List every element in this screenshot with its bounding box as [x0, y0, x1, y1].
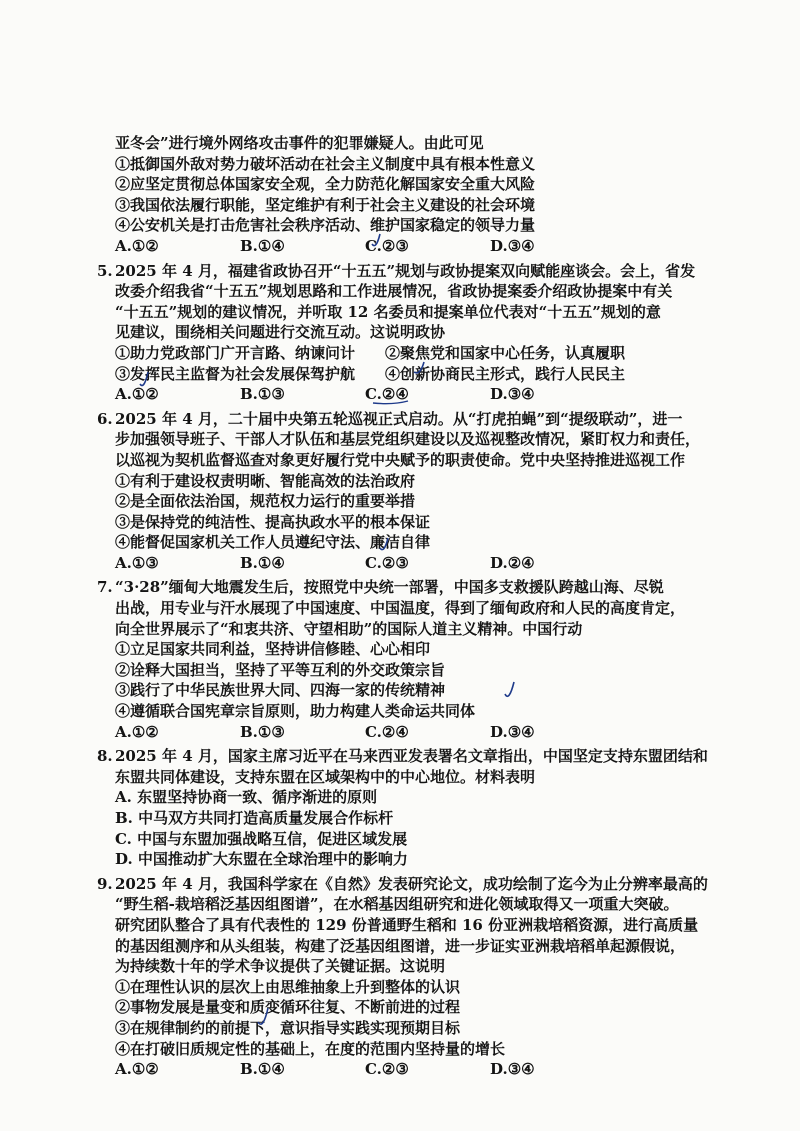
question-4-option-3: ③我国依法履行职能，坚定维护有利于社会主义建设的社会环境	[115, 195, 536, 214]
choice-c[interactable]: C.②③	[365, 1060, 409, 1079]
question-5-stem-line: “十五五”规划的建议情况，并听取 12 名委员和提案单位代表对“十五五”规划的意	[115, 302, 661, 321]
choice-a[interactable]: A.①③	[115, 553, 159, 572]
choice-c[interactable]: C.②③	[365, 553, 409, 572]
question-5-stem-line: 见建议，围绕相关问题进行交流互动。这说明政协	[115, 323, 446, 342]
choice-a[interactable]: A.①②	[115, 236, 159, 255]
question-number: 6.	[97, 409, 113, 428]
question-number: 9.	[97, 874, 113, 893]
question-9-stem-line: 为持续数十年的学术争议提供了关键证据。这说明	[115, 957, 446, 976]
question-9-stem-line: 2025 年 4 月，我国科学家在《自然》发表研究论文，成功绘制了迄今为止分辨率最高的	[115, 874, 708, 893]
choice-b[interactable]: B.①④	[240, 553, 285, 572]
question-9-choices	[115, 1059, 715, 1080]
question-6-stem-line: 2025 年 4 月，二十届中央第五轮巡视正式启动。从“打虎拍蝇”到“提级联动”，进一	[115, 409, 683, 428]
question-6-choices	[115, 553, 715, 574]
question-7-stem-line: 出战，用专业与汗水展现了中国速度、中国温度，得到了缅甸政府和人民的高度肯定，	[115, 599, 686, 618]
question-5-stem-line: 2025 年 4 月，福建省政协召开“十五五”规划与政协提案双向赋能座谈会。会上，省发	[115, 261, 696, 280]
choice-d[interactable]: D.③④	[490, 236, 535, 255]
choice-d[interactable]: D.③④	[490, 1060, 535, 1079]
question-5-option-3: ③发挥民主监督为社会发展保驾护航	[115, 364, 356, 383]
question-4	[115, 133, 715, 257]
question-6-option-4: ④能督促国家机关工作人员遵纪守法、廉洁自律	[115, 533, 431, 552]
question-5-option-4: ④创新协商民主形式，践行人民民主	[385, 364, 626, 383]
question-7-stem-line: 向全世界展示了“和衷共济、守望相助”的国际人道主义精神。中国行动	[115, 619, 583, 638]
choice-b[interactable]: B.①④	[240, 1060, 285, 1079]
question-6-option-1: ①有利于建设权责明晰、智能高效的法治政府	[115, 471, 416, 490]
choice-b[interactable]: B.①④	[240, 236, 285, 255]
question-7-stem-line: “3·28”缅甸大地震发生后，按照党中央统一部署，中国多支救援队跨越山海、尽锐	[115, 578, 664, 597]
question-9-option-1: ①在理性认识的层次上由思维抽象上升到整体的认识	[115, 977, 461, 996]
question-7-choices	[115, 722, 715, 743]
question-4-stem: 亚冬会”进行境外网络攻击事件的犯罪嫌疑人。由此可见	[115, 134, 484, 152]
question-5-option-1: ①助力党政部门广开言路、纳谏问计	[115, 343, 356, 362]
question-8-stem-line: 东盟共同体建设，支持东盟在区域架构中的中心地位。材料表明	[115, 767, 536, 786]
question-9	[97, 874, 715, 1080]
question-8	[97, 746, 715, 870]
choice-c[interactable]: C.②④	[365, 385, 409, 404]
choice-c[interactable]: C.②④	[365, 722, 409, 741]
question-4-option-2: ②应坚定贯彻总体国家安全观，全力防范化解国家安全重大风险	[115, 175, 536, 194]
question-8-option-c[interactable]: C. 中国与东盟加强战略互信，促进区域发展	[115, 829, 408, 848]
question-5-option-row	[115, 364, 715, 385]
question-number: 8.	[97, 747, 113, 766]
choice-a[interactable]: A.①②	[115, 722, 159, 741]
question-8-option-a[interactable]: A. 东盟坚持协商一致、循序渐进的原则	[115, 788, 378, 807]
question-5	[97, 261, 715, 405]
question-number: 5.	[97, 261, 113, 280]
question-9-option-2: ②事物发展是量变和质变循环往复、不断前进的过程	[115, 998, 461, 1017]
question-6-stem-line: 步加强领导班子、干部人才队伍和基层党组织建设以及巡视整改情况，紧盯权力和责任，	[115, 430, 701, 449]
question-5-choices	[115, 384, 715, 405]
choice-c[interactable]: C.②③	[365, 236, 409, 255]
choice-d[interactable]: D.③④	[490, 722, 535, 741]
question-4-choices	[115, 236, 715, 257]
question-7-option-1: ①立足国家共同利益，坚持讲信修睦、心心相印	[115, 640, 431, 659]
question-4-option-4: ④公安机关是打击危害社会秩序活动、维护国家稳定的领导力量	[115, 216, 536, 235]
question-9-stem-line: 的基因组测序和从头组装，构建了泛基因组图谱，进一步证实亚洲栽培稻单起源假说，	[115, 936, 686, 955]
question-8-stem-line: 2025 年 4 月，国家主席习近平在马来西亚发表署名文章指出，中国坚定支持东盟团结和	[115, 747, 708, 766]
question-6-stem-line: 以巡视为契机监督巡查对象更好履行党中央赋予的职责使命。党中央坚持推进巡视工作	[115, 450, 686, 469]
question-5-option-row	[115, 343, 715, 364]
question-9-stem-line: 研究团队整合了具有代表性的 129 份普通野生稻和 16 份亚洲栽培稻资源，进行高质量	[115, 915, 699, 934]
question-6	[97, 409, 715, 574]
question-6-option-2: ②是全面依法治国，规范权力运行的重要举措	[115, 492, 416, 511]
question-5-stem-line: 改委介绍我省“十五五”规划思路和工作进展情况，省政协提案委介绍政协提案中有关	[115, 282, 673, 301]
question-8-option-d[interactable]: D. 中国推动扩大东盟在全球治理中的影响力	[115, 850, 408, 869]
choice-a[interactable]: A.①②	[115, 1060, 159, 1079]
question-9-option-4: ④在打破旧质规定性的基础上，在度的范围内坚持量的增长	[115, 1039, 506, 1058]
question-9-option-3: ③在规律制约的前提下，意识指导实践实现预期目标	[115, 1018, 461, 1037]
question-number: 7.	[97, 578, 113, 597]
question-7	[97, 577, 715, 742]
question-7-option-4: ④遵循联合国宪章宗旨原则，助力构建人类命运共同体	[115, 702, 476, 721]
choice-b[interactable]: B.①③	[240, 385, 285, 404]
question-block	[97, 133, 715, 1080]
question-7-option-3: ③践行了中华民族世界大同、四海一家的传统精神	[115, 681, 446, 700]
question-5-option-2: ②聚焦党和国家中心任务，认真履职	[385, 343, 626, 362]
question-9-stem-line: “野生稻-栽培稻泛基因组图谱”，在水稻基因组研究和进化领域取得又一项重大突破。	[115, 895, 679, 914]
question-8-option-b[interactable]: B. 中马双方共同打造高质量发展合作标杆	[115, 809, 394, 827]
question-7-option-2: ②诠释大国担当，坚持了平等互利的外交政策宗旨	[115, 660, 446, 679]
question-6-option-3: ③是保持党的纯洁性、提高执政水平的根本保证	[115, 512, 431, 531]
question-4-option-1: ①抵御国外敌对势力破坏活动在社会主义制度中具有根本性意义	[115, 154, 536, 173]
choice-d[interactable]: D.②④	[490, 553, 535, 572]
choice-b[interactable]: B.①③	[240, 722, 285, 741]
choice-d[interactable]: D.③④	[490, 385, 535, 404]
choice-a[interactable]: A.①②	[115, 385, 159, 404]
